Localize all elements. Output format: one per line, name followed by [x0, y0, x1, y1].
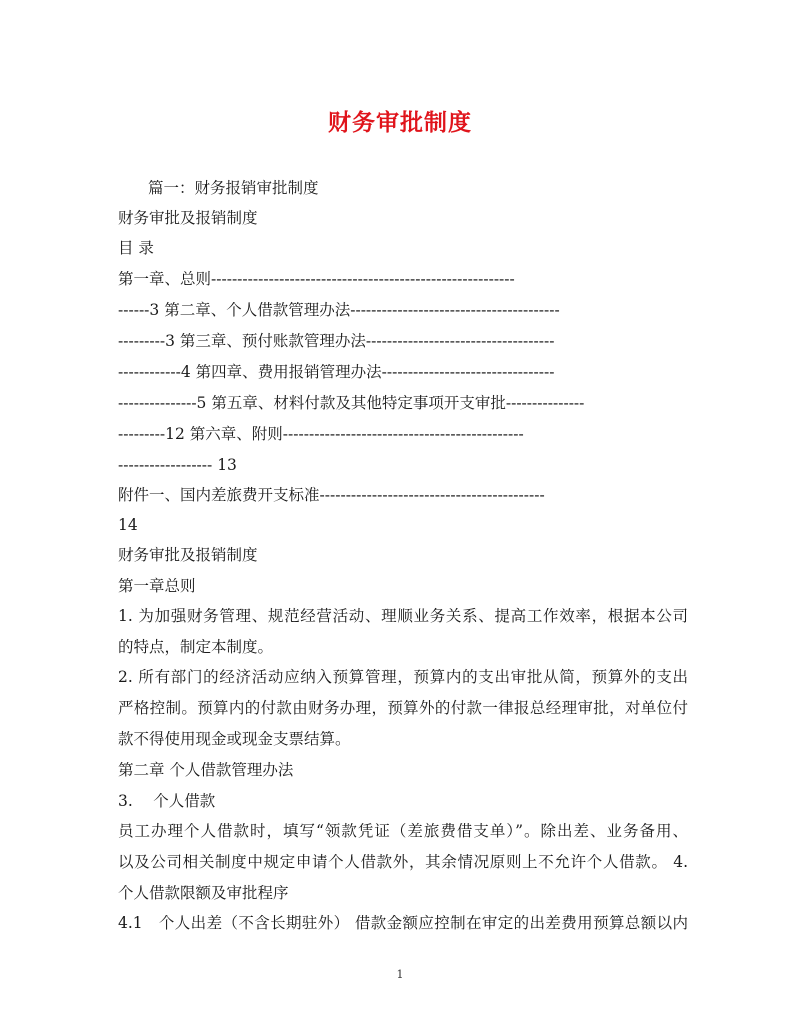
- page-number: 1: [396, 968, 404, 981]
- text-line: 4.1 个人出差（不含长期驻外） 借款金额应控制在审定的出差费用预算总额以内: [118, 914, 688, 932]
- text-line: 财务审批及报销制度: [118, 546, 258, 564]
- text-line: 2. 所有部门的经济活动应纳入预算管理，预算内的支出审批从简，预算外的支出: [118, 668, 688, 686]
- text-line: 个人借款限额及审批程序: [118, 884, 289, 902]
- chapter-heading: 第二章 个人借款管理办法: [118, 761, 294, 779]
- toc-line: ------------------ 13: [118, 456, 237, 474]
- text-line: 的特点，制定本制度。: [118, 638, 274, 656]
- toc-line: ------------4 第四章、费用报销管理办法---------------------------------: [118, 363, 555, 381]
- section-heading: 篇一：财务报销审批制度: [148, 179, 319, 197]
- chapter-heading: 第一章总则: [118, 577, 196, 595]
- toc-line: 第一章、总则----------------------------------------------------------: [118, 270, 515, 288]
- text-line: 财务审批及报销制度: [118, 209, 258, 227]
- text-line: 以及公司相关制度中规定申请个人借款外，其余情况原则上不允许个人借款。 4.: [118, 853, 688, 871]
- toc-line: 附件一、国内差旅费开支标准-------------------------------------------: [118, 486, 545, 504]
- toc-line: 14: [118, 516, 138, 534]
- toc-line: ---------3 第三章、预付账款管理办法------------------------------------: [118, 332, 555, 350]
- text-line: 3. 个人借款: [118, 792, 216, 810]
- document-title: 财务审批制度: [328, 109, 472, 136]
- text-line: 严格控制。预算内的付款由财务办理，预算外的付款一律报总经理审批，对单位付: [118, 699, 688, 717]
- toc-line: ---------12 第六章、附则----------------------------------------------: [118, 425, 524, 443]
- text-line: 1. 为加强财务管理、规范经营活动、理顺业务关系、提高工作效率，根据本公司: [118, 607, 688, 625]
- text-line: 款不得使用现金或现金支票结算。: [118, 730, 351, 748]
- toc-heading: 目 录: [118, 239, 154, 257]
- toc-line: ------3 第二章、个人借款管理办法----------------------------------------: [118, 301, 560, 319]
- text-line: 员工办理个人借款时，填写“领款凭证（差旅费借支单）”。除出差、业务备用、: [118, 822, 688, 840]
- toc-line: ---------------5 第五章、材料付款及其他特定事项开支审批---------------: [118, 394, 585, 412]
